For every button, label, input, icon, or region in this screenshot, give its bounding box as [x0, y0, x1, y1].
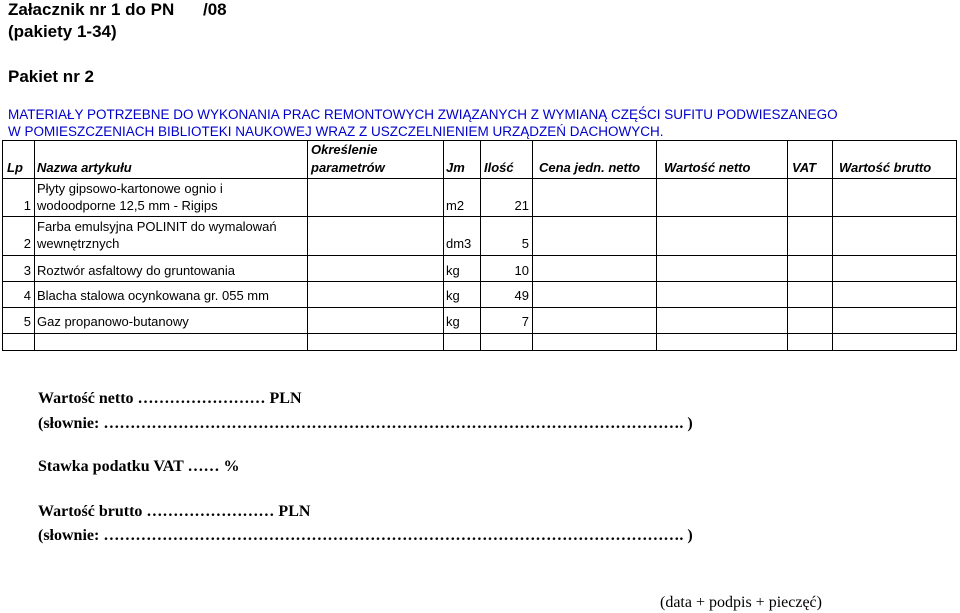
row-name: Gaz propanowo-butanowy: [37, 314, 189, 329]
net-value-line: Wartość netto …………………… PLN: [38, 390, 302, 407]
row-lp: 2: [23, 236, 31, 251]
grid-line: [832, 140, 833, 351]
row-lp: 3: [23, 263, 31, 278]
row-name-line2: wodoodporne 12,5 mm - Rigips: [37, 198, 218, 213]
col-spec-line2: parametrów: [311, 160, 385, 175]
row-name-line1: Farba emulsyjna POLINIT do wymalowań: [37, 219, 277, 234]
row-name: Roztwór asfaltowy do gruntowania: [37, 263, 235, 278]
col-qty: Ilość: [484, 160, 514, 175]
row-lp: 1: [23, 198, 31, 213]
row-name-line1: Płyty gipsowo-kartonowe ognio i: [37, 181, 223, 196]
grid-line: [2, 333, 957, 334]
col-lp: Lp: [7, 160, 23, 175]
grid-line: [2, 216, 957, 217]
col-name: Nazwa artykułu: [37, 160, 132, 175]
grid-line: [307, 140, 308, 351]
grid-line: [443, 140, 444, 351]
row-qty: 7: [521, 314, 529, 329]
gross-value-line: Wartość brutto …………………… PLN: [38, 503, 311, 520]
signature-note: (data + podpis + pieczęć): [660, 594, 822, 611]
grid-line: [2, 255, 957, 256]
row-unit: kg: [446, 263, 460, 278]
gross-words-line: (słownie: ………………………………………………………………………………………………. ): [38, 527, 693, 544]
col-vat: VAT: [792, 160, 817, 175]
row-qty: 49: [514, 288, 529, 303]
grid-line: [2, 281, 957, 282]
net-words-line: (słownie: ………………………………………………………………………………………………. ): [38, 415, 693, 432]
row-qty: 21: [514, 198, 529, 213]
packages-range: (pakiety 1-34): [8, 22, 117, 41]
col-net-value: Wartość netto: [664, 160, 751, 175]
col-gross-value: Wartość brutto: [839, 160, 932, 175]
row-lp: 5: [23, 314, 31, 329]
grid-line: [656, 140, 657, 351]
grid-line: [34, 140, 35, 351]
col-spec-line1: Określenie: [311, 142, 378, 157]
attachment-label: Załacznik nr 1 do PN: [8, 0, 175, 19]
vat-rate-line: Stawka podatku VAT …… %: [38, 458, 240, 475]
subject-line-2: W POMIESZCZENIACH BIBLIOTEKI NAUKOWEJ WRAZ Z USZCZELNIENIEM URZĄDZEŃ DACHOWYCH.: [8, 124, 664, 139]
col-unit: Jm: [446, 160, 465, 175]
row-unit: kg: [446, 288, 460, 303]
row-unit: kg: [446, 314, 460, 329]
row-name-line2: wewnętrznych: [37, 236, 120, 251]
col-unit-price: Cena jedn. netto: [539, 160, 641, 175]
grid-line: [2, 307, 957, 308]
grid-line: [787, 140, 788, 351]
row-name: Blacha stalowa ocynkowana gr. 055 mm: [37, 288, 269, 303]
grid-line: [532, 140, 533, 351]
row-qty: 10: [514, 263, 529, 278]
row-lp: 4: [23, 288, 31, 303]
grid-line: [2, 178, 957, 179]
row-unit: m2: [446, 198, 465, 213]
row-qty: 5: [521, 236, 529, 251]
attachment-number: /08: [203, 0, 227, 19]
package-title: Pakiet nr 2: [8, 67, 94, 86]
subject-line-1: MATERIAŁY POTRZEBNE DO WYKONANIA PRAC REMONTOWYCH ZWIĄZANYCH Z WYMIANĄ CZĘŚCI SUFITU PODWIESZANEGO: [8, 107, 838, 122]
row-unit: dm3: [446, 236, 472, 251]
